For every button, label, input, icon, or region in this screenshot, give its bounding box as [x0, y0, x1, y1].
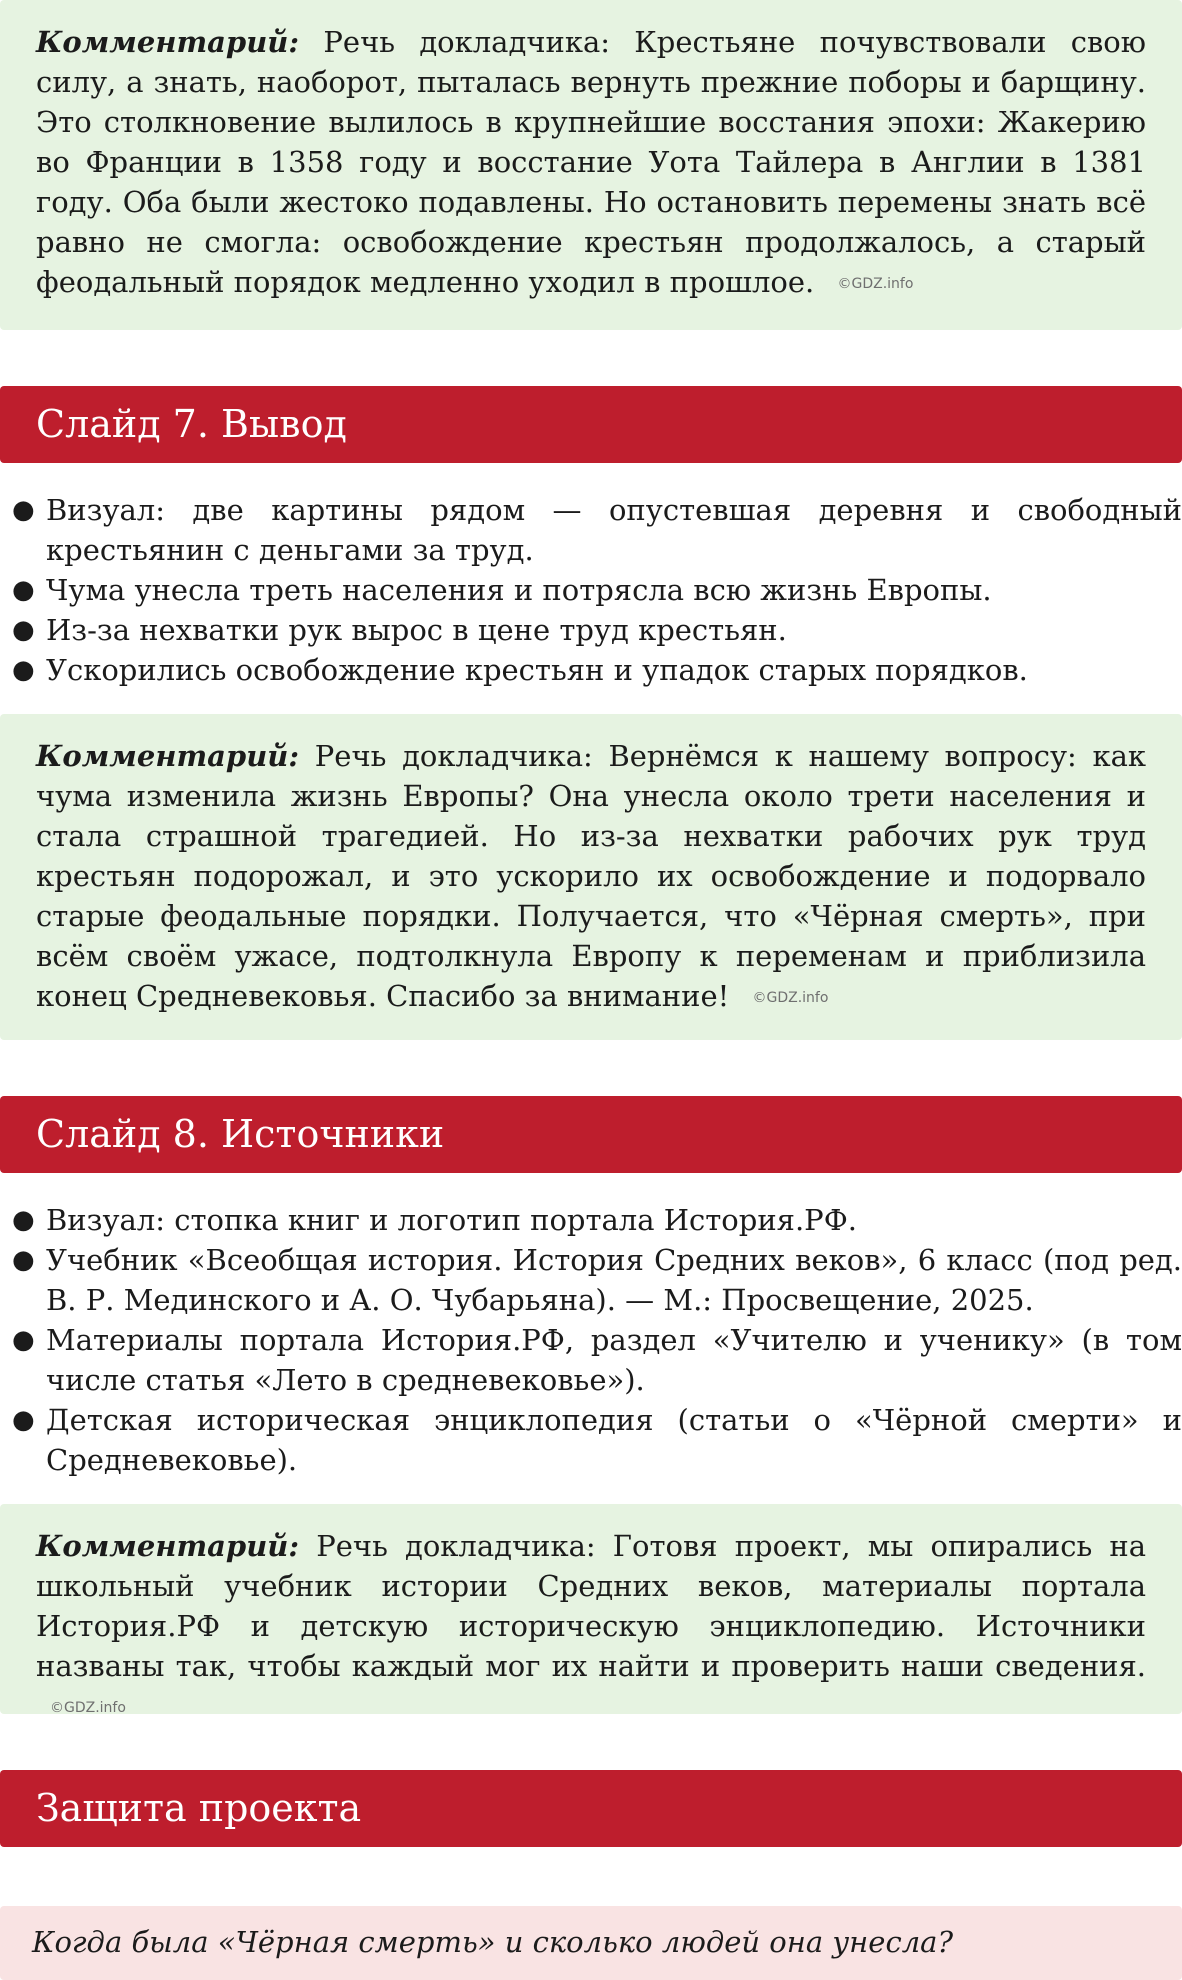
question-box [0, 1906, 1182, 1980]
comment-box-slide8 [0, 1504, 1182, 1714]
bullet-icon: ● [12, 1245, 35, 1275]
list-item: ● Ускорились освобождение крестьян и упадок старых порядков. [0, 650, 1182, 690]
list-item: ● Визуал: две картины рядом — опустевшая деревня и свободный крестьянин с деньгами за труд. [0, 490, 1182, 570]
comment-box-slide7 [0, 714, 1182, 1040]
slide-7-bullets [0, 490, 1182, 690]
bullet-icon: ● [12, 655, 35, 685]
list-item: ● Визуал: стопка книг и логотип портала История.РФ. [0, 1200, 1182, 1240]
list-item: ● Из-за нехватки рук вырос в цене труд крестьян. [0, 610, 1182, 650]
slide-8-bullets [0, 1200, 1182, 1480]
comment-text: Речь докладчика: Вернёмся к нашему вопросу: как чума изменила жизнь Европы? Она унесла около трети населения и стала страшной трагедией. Но из-за нехватки рабочих рук труд крестьян подорожал, и это ускорило их освобождение и подорвало старые феодальные порядки. Получается, что «Чёрная смерть», при всём своём ужасе, подтолкнула Европу к переменам и приблизила конец Средневековья. Спасибо за внимание! [36, 739, 1146, 1013]
comment-label: Комментарий: [36, 25, 300, 59]
slide-7-header [0, 386, 1182, 463]
question-text: Когда была «Чёрная смерть» и сколько людей она унесла? [32, 1925, 953, 1959]
bullet-icon: ● [12, 1325, 35, 1355]
slide-8-header [0, 1096, 1182, 1173]
slide-8-title: Слайд 8. Источники [36, 1112, 445, 1156]
comment-text: Речь докладчика: Готовя проект, мы опирались на школьный учебник истории Средних веков, материалы портала История.РФ и детскую историческую энциклопедию. Источники названы так, чтобы каждый мог их найти и проверить наши сведения. [36, 1529, 1146, 1683]
list-item: ● Детская историческая энциклопедия (статьи о «Чёрной смерти» и Средневековье). [0, 1400, 1182, 1480]
list-item: ● Материалы портала История.РФ, раздел «Учителю и ученику» (в том числе статья «Лето в средневековье»). [0, 1320, 1182, 1400]
defense-title: Защита проекта [36, 1786, 362, 1830]
bullet-icon: ● [12, 575, 35, 605]
comment-box-slide6 [0, 0, 1182, 330]
watermark-tag: ©GDZ.info [837, 276, 914, 292]
watermark-tag: ©GDZ.info [50, 1700, 126, 1716]
bullet-icon: ● [12, 495, 35, 525]
comment-label: Комментарий: [36, 739, 300, 773]
defense-header [0, 1770, 1182, 1847]
slide-7-title: Слайд 7. Вывод [36, 402, 347, 446]
bullet-icon: ● [12, 1405, 35, 1435]
bullet-icon: ● [12, 615, 35, 645]
bullet-icon: ● [12, 1205, 35, 1235]
list-item: ● Чума унесла треть населения и потрясла всю жизнь Европы. [0, 570, 1182, 610]
comment-label: Комментарий: [36, 1529, 300, 1563]
list-item: ● Учебник «Всеобщая история. История Средних веков», 6 класс (под ред. В. Р. Мединского и А. О. Чубарьяна). — М.: Просвещение, 2025. [0, 1240, 1182, 1320]
watermark-tag: ©GDZ.info [752, 990, 829, 1006]
comment-text: Речь докладчика: Крестьяне почувствовали свою силу, а знать, наоборот, пыталась вернуть прежние поборы и барщину. Это столкновение вылилось в крупнейшие восстания эпохи: Жакерию во Франции в 1358 году и восстание Уота Тайлера в Англии в 1381 году. Оба были жестоко подавлены. Но остановить перемены знать всё равно не смогла: освобождение крестьян продолжалось, а старый феодальный порядок медленно уходил в прошлое. [36, 25, 1146, 299]
